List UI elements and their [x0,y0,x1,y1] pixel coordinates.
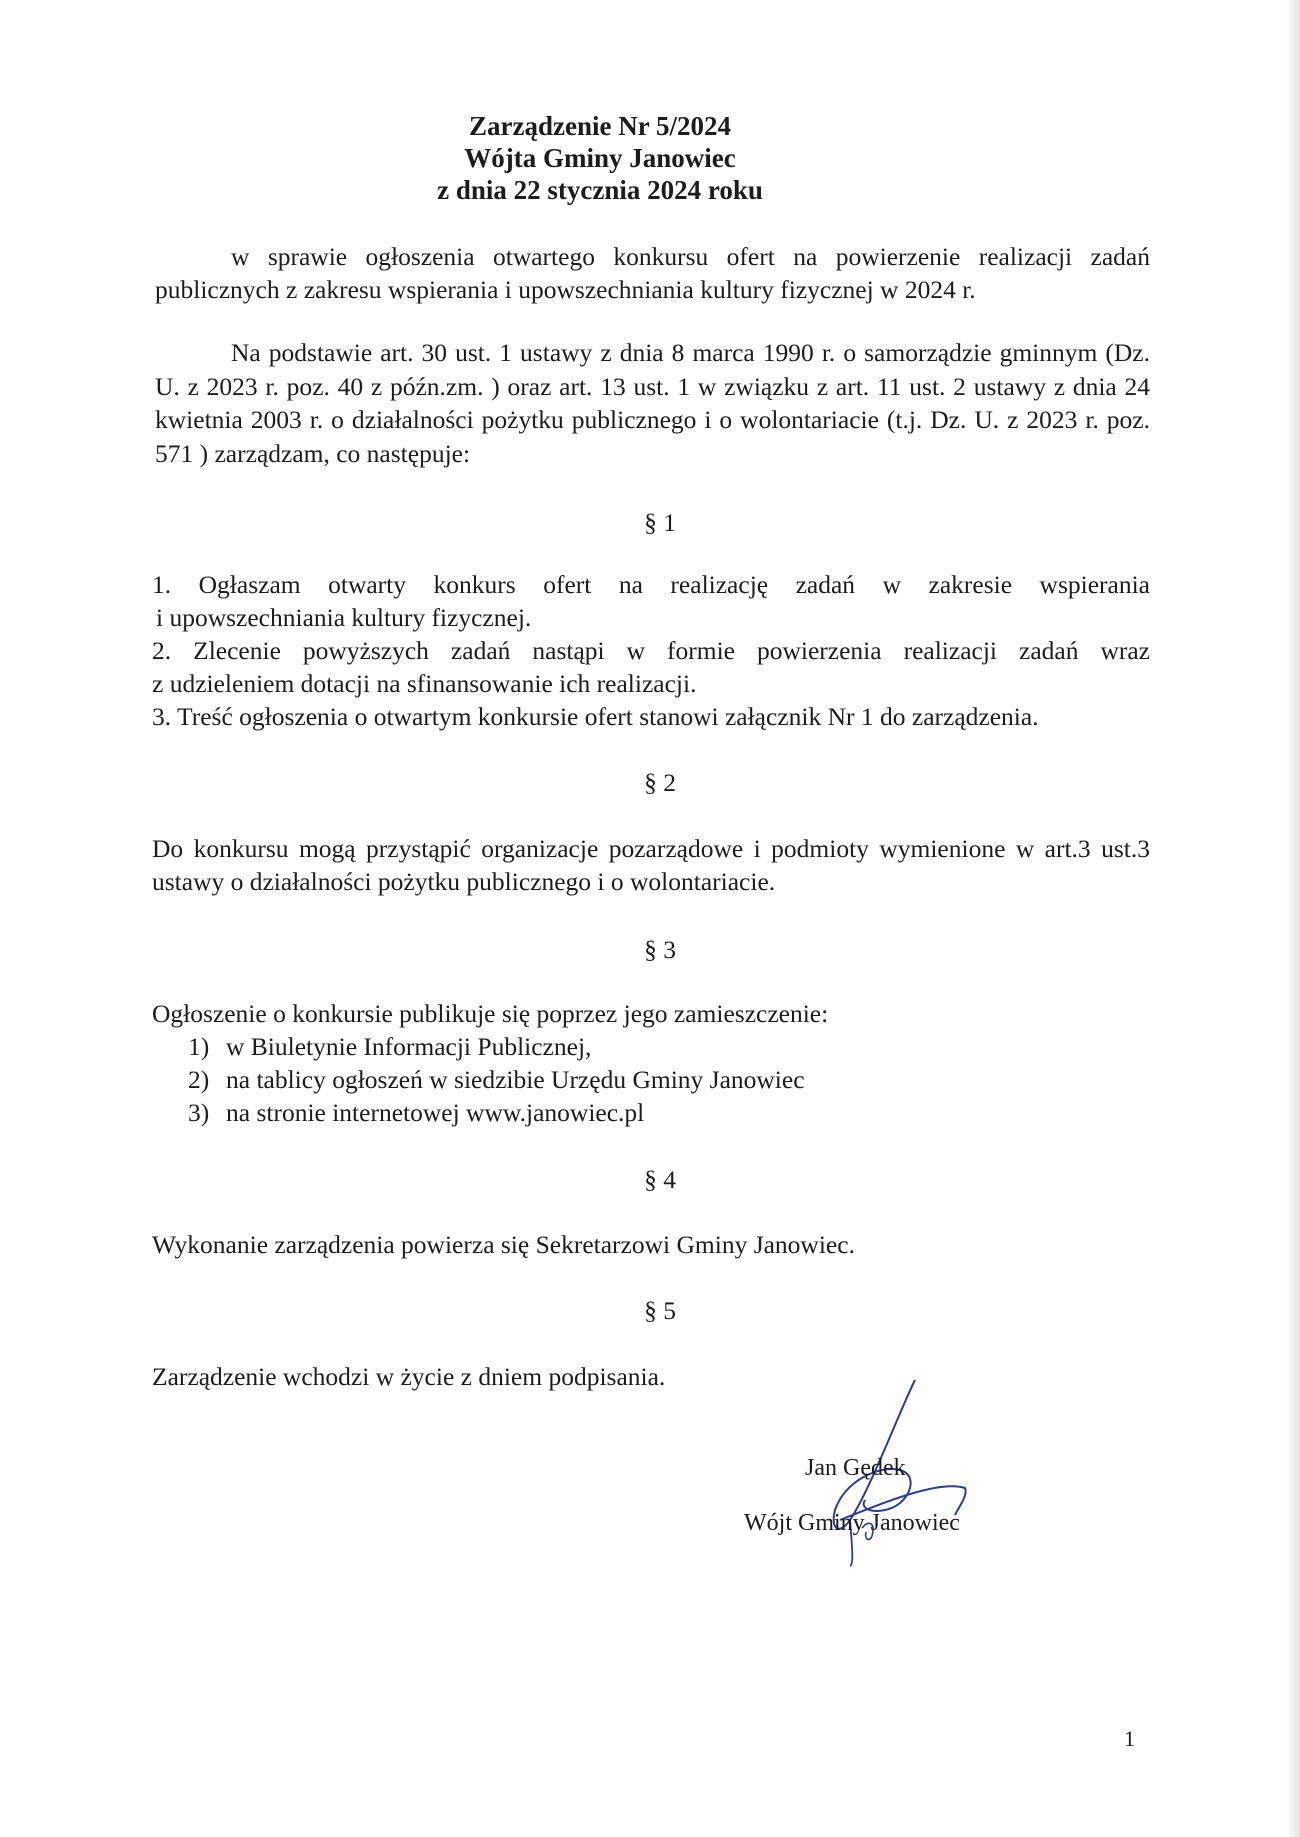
title-line-2: Wójta Gminy Janowiec [464,143,736,173]
title-line-1: Zarządzenie Nr 5/2024 [469,111,731,141]
signatory-title: Wójt Gminy Janowiec [744,1510,960,1536]
section-4-heading: § 4 [644,1165,676,1194]
section-1-item-3: 3. Treść ogłoszenia o otwartym konkursie ofert stanowi załącznik Nr 1 do zarządzenia. [152,702,1039,731]
section-1-body [152,568,1150,733]
list-item: 1) w Biuletynie Informacji Publicznej, [188,1032,592,1061]
title-line-3: z dnia 22 stycznia 2024 roku [437,175,763,205]
section-4-body: Wykonanie zarządzenia powierza się Sekretarzowi Gminy Janowiec. [152,1230,855,1259]
section-1-item-1-line-1: 1. Ogłaszam otwarty konkurs ofert na realizację zadań w zakresie wspierania [152,570,1150,599]
subject-paragraph: w sprawie ogłoszenia otwartego konkursu ofert na powierzenie realizacji zadań publicznych z zakresu wspierania i upowszechniania kultury fizycznej w 2024 r. [155,242,1150,304]
section-3-list [188,1030,805,1129]
list-item: 3) na stronie internetowej www.janowiec.pl [188,1098,645,1127]
section-1-item-2-line-2: z udzieleniem dotacji na sfinansowanie ich realizacji. [152,669,697,698]
signatory-name: Jan Gędek [805,1455,906,1481]
scan-edge-shadow [1286,0,1300,1837]
section-1-item-1-line-2: i upowszechniania kultury fizycznej. [156,603,532,632]
document-title [380,110,820,206]
section-1-item-2-line-1: 2. Zlecenie powyższych zadań nastąpi w formie powierzenia realizacji zadań wraz [152,636,1150,665]
section-2-body: Do konkursu mogą przystąpić organizacje pozarządowe i podmioty wymienione w art.3 ust.3 ustawy o działalności pożytku publicznego i o wolontariacie. [152,834,1150,896]
section-3-heading: § 3 [644,935,676,964]
page-number: 1 [1124,1726,1135,1751]
list-item: 2) na tablicy ogłoszeń w siedzibie Urzędu Gminy Janowiec [188,1065,805,1094]
section-1-heading: § 1 [644,508,676,537]
section-5-heading: § 5 [644,1296,676,1325]
section-5-body: Zarządzenie wchodzi w życie z dniem podpisania. [152,1362,666,1391]
section-3-intro: Ogłoszenie o konkursie publikuje się poprzez jego zamieszczenie: [152,999,829,1028]
section-2-heading: § 2 [644,768,676,797]
legal-basis-paragraph: Na podstawie art. 30 ust. 1 ustawy z dnia 8 marca 1990 r. o samorządzie gminnym (Dz. U. z 2023 r. poz. 40 z późn.zm. ) oraz art. 13 ust. 1 w związku z art. 11 ust. 2 ustawy z dnia 24 kwietnia 2003 r. o działalności pożytku publicznego i o wolontariacie (t.j. Dz. U. z 2023 r. poz. 571 ) zarządzam, co następuje: [155,338,1150,468]
